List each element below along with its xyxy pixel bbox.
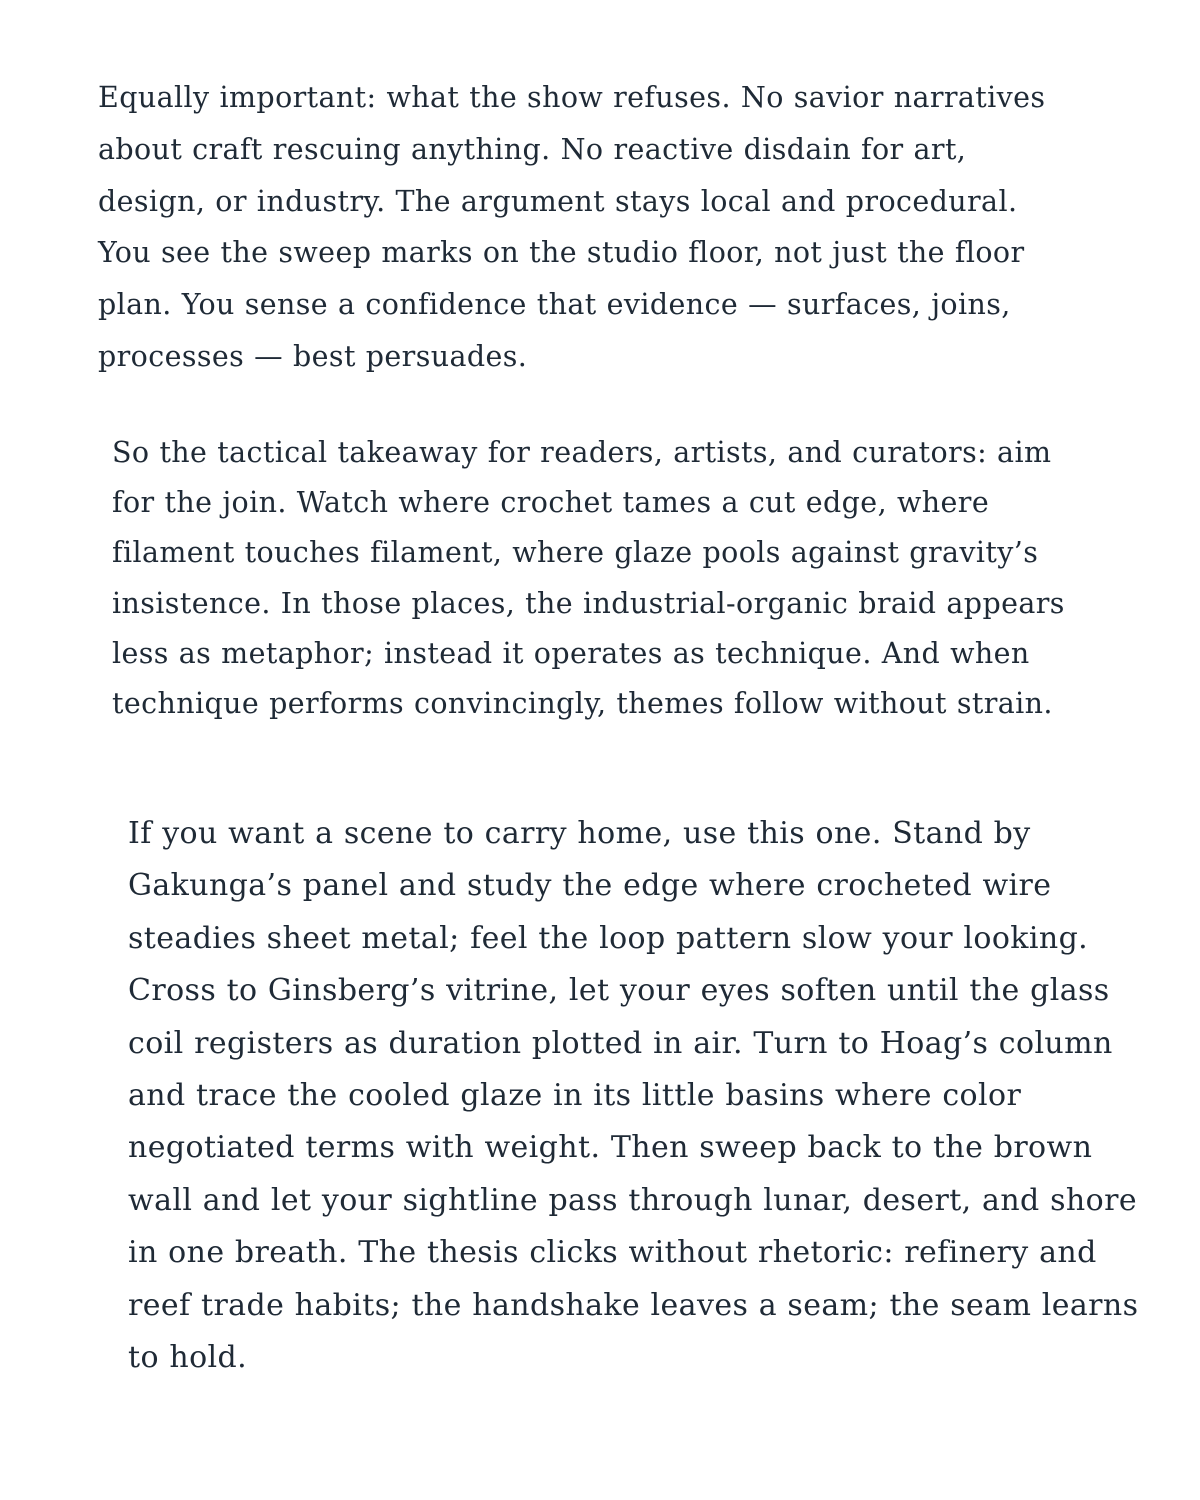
- paragraph-line: processes — best persuades.: [98, 339, 528, 373]
- paragraph-line: less as metaphor; instead it operates as technique. And when: [112, 636, 1030, 670]
- paragraph-line: negotiated terms with weight. Then sweep back to the brown: [128, 1130, 1093, 1166]
- paragraph-line: reef trade habits; the handshake leaves a seam; the seam learns: [128, 1287, 1139, 1323]
- paragraph-scene-to-carry-home: [128, 808, 1139, 1384]
- paragraph-line: design, or industry. The argument stays local and procedural.: [98, 184, 1018, 218]
- paragraph-line: Equally important: what the show refuses. No savior narratives: [98, 81, 1046, 114]
- paragraph-line: So the tactical takeaway for readers, artists, and curators: aim: [112, 436, 1052, 469]
- paragraph-line: about craft rescuing anything. No reactive disdain for art,: [98, 132, 967, 166]
- paragraph-line: You see the sweep marks on the studio floor, not just the floor: [98, 236, 1025, 270]
- paragraph-line: steadies sheet metal; feel the loop pattern slow your looking.: [128, 920, 1089, 956]
- paragraph-line: coil registers as duration plotted in air. Turn to Hoag’s column: [128, 1025, 1113, 1061]
- paragraph-line: Cross to Ginsberg’s vitrine, let your eyes soften until the glass: [128, 973, 1110, 1009]
- paragraph-line: to hold.: [128, 1340, 248, 1376]
- paragraph-line: If you want a scene to carry home, use this one. Stand by: [128, 816, 1031, 851]
- paragraph-line: wall and let your sightline pass through lunar, desert, and shore: [128, 1182, 1137, 1218]
- paragraph-line: Gakunga’s panel and study the edge where crocheted wire: [128, 868, 1052, 904]
- paragraph-line: filament touches filament, where glaze pools against gravity’s: [112, 536, 1039, 570]
- paragraph-line: insistence. In those places, the industrial-organic braid appears: [112, 586, 1065, 620]
- paragraph-line: for the join. Watch where crochet tames a cut edge, where: [112, 486, 990, 520]
- paragraph-line: in one breath. The thesis clicks without rhetoric: refinery and: [128, 1235, 1097, 1271]
- paragraph-line: technique performs convincingly, themes follow without strain.: [112, 687, 1053, 721]
- paragraph-line: and trace the cooled glaze in its little basins where color: [128, 1078, 1022, 1114]
- paragraph-tactical-takeaway: [112, 428, 1072, 729]
- paragraph-line: plan. You sense a confidence that evidence — surfaces, joins,: [98, 288, 1011, 322]
- paragraph-show-refusals: [98, 72, 1078, 383]
